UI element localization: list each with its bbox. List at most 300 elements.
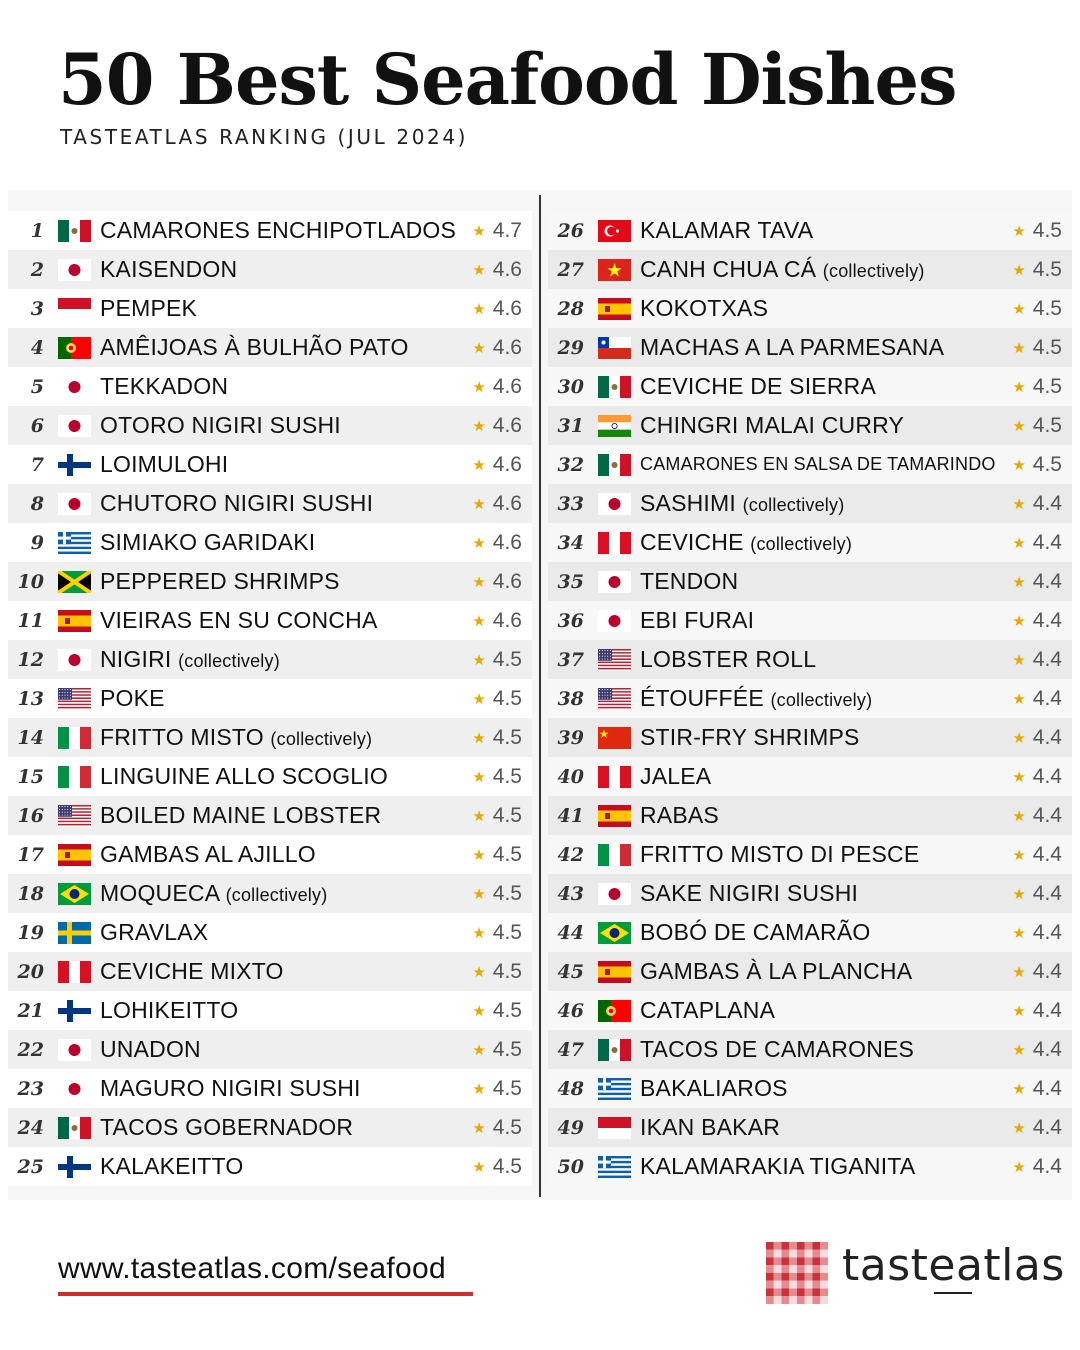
dish-name <box>640 490 1006 517</box>
dish-name-text: MACHAS A LA PARMESANA <box>640 334 945 360</box>
dish-name-text: GAMBAS À LA PLANCHA <box>640 958 913 984</box>
jamaica-flag-icon <box>58 571 91 593</box>
ranking-row[interactable] <box>548 679 1072 718</box>
sweden-flag-icon <box>58 922 91 944</box>
dish-name <box>100 646 466 673</box>
dish-name-text: LOHIKEITTO <box>100 997 239 1023</box>
star-icon: ★ <box>472 417 486 435</box>
rank-number: 11 <box>17 609 44 632</box>
rating <box>1012 531 1062 555</box>
ranking-row[interactable] <box>548 250 1072 289</box>
ranking-row[interactable] <box>8 367 532 406</box>
rank-number: 34 <box>557 531 584 554</box>
ranking-row[interactable] <box>548 1108 1072 1147</box>
rating-value: 4.4 <box>1032 569 1062 593</box>
star-icon: ★ <box>1012 768 1026 786</box>
rating-value: 4.6 <box>492 296 522 320</box>
rating <box>472 375 522 399</box>
rating <box>1012 609 1062 633</box>
rating <box>472 609 522 633</box>
ranking-row[interactable] <box>8 328 532 367</box>
ranking-column-left <box>8 211 532 1186</box>
dish-name-text: TENDON <box>640 568 739 594</box>
rating <box>472 726 522 750</box>
indonesia-flag-icon <box>58 298 91 320</box>
star-icon: ★ <box>472 690 486 708</box>
rating-value: 4.6 <box>492 335 522 359</box>
star-icon: ★ <box>1012 222 1026 240</box>
ranking-row[interactable] <box>548 718 1072 757</box>
star-icon: ★ <box>472 612 486 630</box>
italy-flag-icon <box>598 844 631 866</box>
ranking-row[interactable] <box>8 1069 532 1108</box>
rank-number: 21 <box>17 999 44 1022</box>
rating <box>472 1155 522 1179</box>
rating-value: 4.6 <box>492 530 522 554</box>
ranking-row[interactable] <box>8 484 532 523</box>
ranking-row[interactable] <box>8 1147 532 1186</box>
star-icon: ★ <box>1012 1002 1026 1020</box>
star-icon: ★ <box>1012 378 1026 396</box>
dish-name-text: LOBSTER ROLL <box>640 646 817 672</box>
usa-flag-icon <box>58 805 91 827</box>
dish-name-text: FRITTO MISTO <box>100 724 264 750</box>
ranking-row[interactable] <box>8 1030 532 1069</box>
rating <box>472 336 522 360</box>
dish-name <box>100 412 466 439</box>
rating <box>472 492 522 516</box>
dish-name <box>100 802 466 829</box>
star-icon: ★ <box>1012 885 1026 903</box>
rank-number: 41 <box>557 804 584 827</box>
rating-value: 4.5 <box>492 1076 522 1100</box>
dish-name <box>640 295 1006 322</box>
dish-name <box>100 763 466 790</box>
rating <box>1012 414 1062 438</box>
rating-value: 4.5 <box>492 1115 522 1139</box>
star-icon: ★ <box>472 339 486 357</box>
spain-flag-icon <box>598 805 631 827</box>
rating <box>472 687 522 711</box>
ranking-row[interactable] <box>8 640 532 679</box>
rating <box>472 219 522 243</box>
ranking-row[interactable] <box>8 679 532 718</box>
rank-number: 9 <box>30 531 44 554</box>
china-flag-icon <box>598 727 631 749</box>
page-title: 50 Best Seafood Dishes <box>58 38 957 121</box>
star-icon: ★ <box>472 534 486 552</box>
greece-flag-icon <box>598 1156 631 1178</box>
rating-value: 4.4 <box>1032 725 1062 749</box>
ranking-row[interactable] <box>8 835 532 874</box>
column-divider <box>539 195 541 1197</box>
portugal-flag-icon <box>58 337 91 359</box>
rating <box>1012 1155 1062 1179</box>
rank-number: 6 <box>30 414 44 437</box>
ranking-row[interactable] <box>548 991 1072 1030</box>
japan-flag-icon <box>598 883 631 905</box>
usa-flag-icon <box>58 688 91 710</box>
dish-name-text: NIGIRI <box>100 646 172 672</box>
ranking-row[interactable] <box>8 211 532 250</box>
ranking-row[interactable] <box>8 757 532 796</box>
dish-name <box>640 373 1006 400</box>
rank-number: 22 <box>17 1038 44 1061</box>
rank-number: 7 <box>30 453 44 476</box>
star-icon: ★ <box>472 729 486 747</box>
dish-name <box>100 217 466 244</box>
star-icon: ★ <box>472 222 486 240</box>
rating <box>472 414 522 438</box>
rating <box>1012 1077 1062 1101</box>
dish-name-text: TACOS GOBERNADOR <box>100 1114 354 1140</box>
dish-name <box>640 334 1006 361</box>
ranking-row[interactable] <box>8 952 532 991</box>
ranking-row[interactable] <box>8 1108 532 1147</box>
rating <box>472 453 522 477</box>
dish-name-text: LOIMULOHI <box>100 451 229 477</box>
rating-value: 4.5 <box>492 842 522 866</box>
ranking-row[interactable] <box>548 523 1072 562</box>
rating-value: 4.4 <box>1032 881 1062 905</box>
rating-value: 4.4 <box>1032 764 1062 788</box>
dish-name-text: POKE <box>100 685 165 711</box>
dish-name-text: JALEA <box>640 763 712 789</box>
star-icon: ★ <box>472 963 486 981</box>
dish-name-text: PEPPERED SHRIMPS <box>100 568 340 594</box>
rating <box>472 1038 522 1062</box>
ranking-row[interactable] <box>548 328 1072 367</box>
ranking-row[interactable] <box>548 1069 1072 1108</box>
ranking-row[interactable] <box>548 913 1072 952</box>
ranking-row[interactable] <box>548 601 1072 640</box>
ranking-row[interactable] <box>548 289 1072 328</box>
rank-number: 25 <box>17 1155 44 1178</box>
rating-value: 4.5 <box>492 686 522 710</box>
finland-flag-icon <box>58 454 91 476</box>
ranking-row[interactable] <box>548 445 1072 484</box>
rank-number: 31 <box>557 414 584 437</box>
rating-value: 4.5 <box>1032 413 1062 437</box>
star-icon: ★ <box>1012 1080 1026 1098</box>
dish-name-text: CEVICHE DE SIERRA <box>640 373 877 399</box>
star-icon: ★ <box>472 1119 486 1137</box>
peru-flag-icon <box>598 766 631 788</box>
dish-name <box>100 919 466 946</box>
rank-number: 24 <box>17 1116 44 1139</box>
dish-qualifier: (collectively) <box>822 261 925 281</box>
ranking-row[interactable] <box>8 445 532 484</box>
rating <box>1012 960 1062 984</box>
rating <box>1012 375 1062 399</box>
dish-name-text: BOILED MAINE LOBSTER <box>100 802 382 828</box>
rating <box>1012 999 1062 1023</box>
dish-name-text: CHUTORO NIGIRI SUSHI <box>100 490 374 516</box>
checkered-tablecloth-icon <box>766 1242 828 1304</box>
dish-name <box>640 802 1006 829</box>
rank-number: 17 <box>17 843 44 866</box>
ranking-row[interactable] <box>548 367 1072 406</box>
rating <box>1012 687 1062 711</box>
rating <box>1012 726 1062 750</box>
dish-name-text: SAKE NIGIRI SUSHI <box>640 880 859 906</box>
rating-value: 4.4 <box>1032 1154 1062 1178</box>
rank-number: 48 <box>557 1077 584 1100</box>
star-icon: ★ <box>1012 1119 1026 1137</box>
rating-value: 4.4 <box>1032 647 1062 671</box>
star-icon: ★ <box>472 1080 486 1098</box>
rating-value: 4.6 <box>492 413 522 437</box>
star-icon: ★ <box>472 261 486 279</box>
ranking-row[interactable] <box>8 874 532 913</box>
rating-value: 4.6 <box>492 608 522 632</box>
ranking-row[interactable] <box>548 757 1072 796</box>
dish-name <box>640 412 1006 439</box>
star-icon: ★ <box>1012 963 1026 981</box>
star-icon: ★ <box>472 651 486 669</box>
rating-value: 4.5 <box>492 803 522 827</box>
ranking-row[interactable] <box>8 991 532 1030</box>
dish-name-text: MOQUECA <box>100 880 219 906</box>
rank-number: 29 <box>557 336 584 359</box>
dish-name-text: CEVICHE <box>640 529 744 555</box>
rank-number: 30 <box>557 375 584 398</box>
star-icon: ★ <box>1012 573 1026 591</box>
rank-number: 46 <box>557 999 584 1022</box>
star-icon: ★ <box>472 495 486 513</box>
rating <box>472 999 522 1023</box>
star-icon: ★ <box>472 1002 486 1020</box>
page-subtitle: TASTEATLAS RANKING (JUL 2024) <box>60 125 469 149</box>
greece-flag-icon <box>598 1078 631 1100</box>
star-icon: ★ <box>1012 924 1026 942</box>
rating <box>1012 1116 1062 1140</box>
ranking-row[interactable] <box>8 796 532 835</box>
rating-value: 4.5 <box>492 881 522 905</box>
dish-name <box>640 685 1006 712</box>
usa-flag-icon <box>598 688 631 710</box>
ranking-row[interactable] <box>8 601 532 640</box>
star-icon: ★ <box>472 924 486 942</box>
dish-name <box>640 1153 1006 1180</box>
ranking-row[interactable] <box>548 484 1072 523</box>
rating <box>1012 336 1062 360</box>
star-icon: ★ <box>1012 417 1026 435</box>
dish-name <box>100 256 466 283</box>
dish-name-text: STIR-FRY SHRIMPS <box>640 724 860 750</box>
dish-name <box>100 451 466 478</box>
rating <box>472 921 522 945</box>
rank-number: 8 <box>30 492 44 515</box>
dish-name <box>640 529 1006 556</box>
dish-name-text: CANH CHUA CÁ <box>640 256 817 282</box>
ranking-row[interactable] <box>548 1147 1072 1186</box>
rating <box>472 531 522 555</box>
brazil-flag-icon <box>598 922 631 944</box>
dish-name <box>100 841 466 868</box>
dish-name <box>640 256 1006 283</box>
star-icon: ★ <box>472 300 486 318</box>
star-icon: ★ <box>1012 339 1026 357</box>
peru-flag-icon <box>598 532 631 554</box>
rank-number: 19 <box>17 921 44 944</box>
mexico-flag-icon <box>598 376 631 398</box>
rating <box>472 960 522 984</box>
rating-value: 4.5 <box>492 647 522 671</box>
rating <box>1012 648 1062 672</box>
star-icon: ★ <box>1012 1041 1026 1059</box>
mexico-flag-icon <box>598 1039 631 1061</box>
star-icon: ★ <box>472 846 486 864</box>
dish-name <box>100 529 466 556</box>
india-flag-icon <box>598 415 631 437</box>
rating-value: 4.5 <box>1032 218 1062 242</box>
dish-name <box>100 958 466 985</box>
rank-number: 45 <box>557 960 584 983</box>
dish-name <box>100 685 466 712</box>
dish-name-text: LINGUINE ALLO SCOGLIO <box>100 763 388 789</box>
spain-flag-icon <box>58 844 91 866</box>
rating-value: 4.7 <box>492 218 522 242</box>
rating-value: 4.6 <box>492 452 522 476</box>
dish-name <box>640 763 1006 790</box>
rating <box>472 648 522 672</box>
star-icon: ★ <box>1012 534 1026 552</box>
rating <box>1012 492 1062 516</box>
ranking-row[interactable] <box>548 562 1072 601</box>
rating-value: 4.5 <box>492 1154 522 1178</box>
ranking-row[interactable] <box>548 796 1072 835</box>
rating <box>1012 921 1062 945</box>
dish-name-text: RABAS <box>640 802 719 828</box>
dish-qualifier: (collectively) <box>742 495 845 515</box>
ranking-row[interactable] <box>548 952 1072 991</box>
rating-value: 4.5 <box>1032 374 1062 398</box>
dish-name-text: CHINGRI MALAI CURRY <box>640 412 905 438</box>
mexico-flag-icon <box>58 1117 91 1139</box>
star-icon: ★ <box>472 807 486 825</box>
rating-value: 4.4 <box>1032 842 1062 866</box>
rating-value: 4.4 <box>1032 803 1062 827</box>
spain-flag-icon <box>598 298 631 320</box>
japan-flag-icon <box>598 493 631 515</box>
rating <box>1012 1038 1062 1062</box>
dish-name-text: CAMARONES ENCHIPOTLADOS <box>100 217 457 243</box>
dish-name <box>640 880 1006 907</box>
ranking-row[interactable] <box>548 640 1072 679</box>
star-icon: ★ <box>1012 456 1026 474</box>
peru-flag-icon <box>58 961 91 983</box>
ranking-row[interactable] <box>548 874 1072 913</box>
dish-name-text: KALAKEITTO <box>100 1153 244 1179</box>
ranking-row[interactable] <box>8 406 532 445</box>
ranking-row[interactable] <box>548 406 1072 445</box>
star-icon: ★ <box>472 573 486 591</box>
star-icon: ★ <box>472 378 486 396</box>
rank-number: 12 <box>17 648 44 671</box>
ranking-row[interactable] <box>8 562 532 601</box>
rank-number: 35 <box>557 570 584 593</box>
dish-name-text: FRITTO MISTO DI PESCE <box>640 841 920 867</box>
dish-name-text: GAMBAS AL AJILLO <box>100 841 316 867</box>
ranking-row[interactable] <box>8 250 532 289</box>
dish-name-text: KALAMARAKIA TIGANITA <box>640 1153 916 1179</box>
ranking-row[interactable] <box>8 718 532 757</box>
dish-name-text: TACOS DE CAMARONES <box>640 1036 915 1062</box>
rank-number: 37 <box>557 648 584 671</box>
footer-url-link[interactable]: www.tasteatlas.com/seafood <box>58 1252 446 1285</box>
dish-name-text: GRAVLAX <box>100 919 209 945</box>
rank-number: 20 <box>17 960 44 983</box>
ranking-column-right <box>548 211 1072 1186</box>
rating-value: 4.4 <box>1032 920 1062 944</box>
rating <box>472 570 522 594</box>
ranking-row[interactable] <box>548 211 1072 250</box>
ranking-row[interactable] <box>548 1030 1072 1069</box>
star-icon: ★ <box>1012 261 1026 279</box>
star-icon: ★ <box>472 885 486 903</box>
dish-name-text: UNADON <box>100 1036 201 1062</box>
dish-name-text: CAMARONES EN SALSA DE TAMARINDO <box>640 454 996 474</box>
japan-flag-icon <box>598 610 631 632</box>
dish-name <box>640 997 1006 1024</box>
indonesia-flag-icon <box>598 1117 631 1139</box>
rank-number: 49 <box>557 1116 584 1139</box>
rating-value: 4.5 <box>1032 296 1062 320</box>
rating <box>472 843 522 867</box>
dish-name <box>640 217 1006 244</box>
rank-number: 33 <box>557 492 584 515</box>
rank-number: 39 <box>557 726 584 749</box>
rating-value: 4.5 <box>1032 335 1062 359</box>
dish-qualifier: (collectively) <box>270 729 373 749</box>
rating-value: 4.4 <box>1032 491 1062 515</box>
rank-number: 13 <box>17 687 44 710</box>
ranking-row[interactable] <box>8 913 532 952</box>
rank-number: 44 <box>557 921 584 944</box>
rank-number: 42 <box>557 843 584 866</box>
rating <box>1012 258 1062 282</box>
dish-name <box>100 880 466 907</box>
rank-number: 5 <box>30 375 44 398</box>
dish-qualifier: (collectively) <box>178 651 280 671</box>
rank-number: 26 <box>557 219 584 242</box>
rating <box>472 258 522 282</box>
rating <box>1012 882 1062 906</box>
rank-number: 36 <box>557 609 584 632</box>
rank-number: 16 <box>17 804 44 827</box>
ranking-row[interactable] <box>548 835 1072 874</box>
ranking-row[interactable] <box>8 523 532 562</box>
dish-name-text: PEMPEK <box>100 295 198 321</box>
mexico-flag-icon <box>58 220 91 242</box>
dish-name <box>640 1075 1006 1102</box>
dish-name <box>100 607 466 634</box>
rank-number: 47 <box>557 1038 584 1061</box>
rank-number: 1 <box>30 219 44 242</box>
dish-name <box>100 1036 466 1063</box>
dish-name <box>640 454 1006 475</box>
star-icon: ★ <box>472 768 486 786</box>
japan-flag-icon <box>58 415 91 437</box>
vietnam-flag-icon <box>598 259 631 281</box>
dish-name-text: IKAN BAKAR <box>640 1114 781 1140</box>
dish-name <box>640 568 1006 595</box>
dish-name-text: ÉTOUFFÉE <box>640 685 764 711</box>
rank-number: 3 <box>30 297 44 320</box>
dish-name <box>640 841 1006 868</box>
ranking-row[interactable] <box>8 289 532 328</box>
